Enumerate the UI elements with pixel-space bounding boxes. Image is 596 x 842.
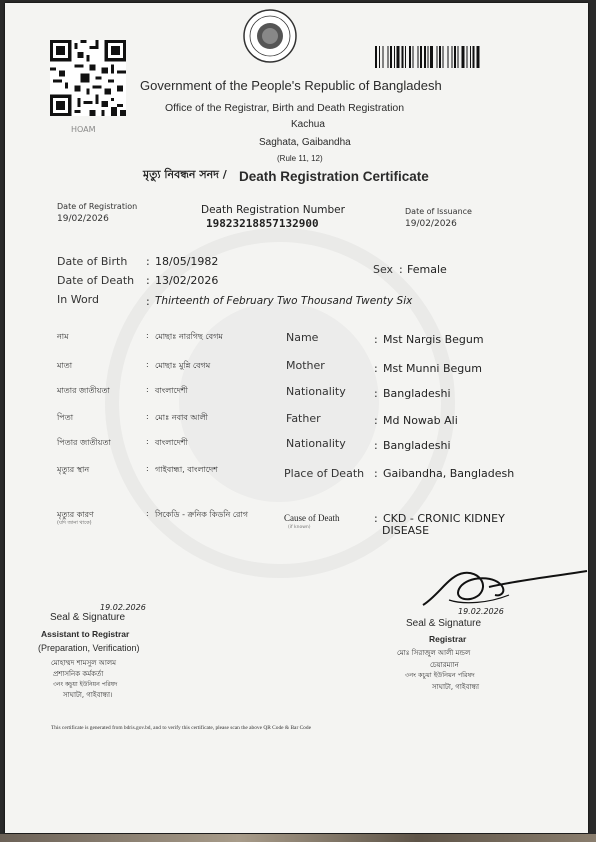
registrar-role: Registrar (429, 634, 467, 644)
barcode-icon[interactable] (375, 46, 513, 68)
sex-colon: : (399, 263, 403, 276)
bn-label: মাতার জাতীয়তা (57, 386, 110, 395)
issuance-date-label: Date of Issuance (405, 207, 472, 216)
assistant-location: সাঘাটা, গাইবান্ধা। (63, 691, 113, 699)
assistant-sign-date: 19.02.2026 (100, 603, 146, 612)
en-value: Bangladeshi (383, 439, 451, 452)
dod-label: Date of Death (57, 274, 135, 287)
dod-colon: : (146, 274, 150, 287)
in-word-value: Thirteenth of February Two Thousand Twenty Six (155, 295, 413, 307)
en-label: Nationality (286, 385, 346, 398)
dob-colon: : (146, 255, 150, 268)
cause-en-colon: : (374, 512, 378, 525)
assistant-role: Assistant to Registrar (41, 629, 130, 639)
desk-background (0, 834, 596, 842)
in-word-label: In Word (57, 293, 99, 306)
en-colon: : (374, 387, 378, 400)
assistant-role-sub: (Preparation, Verification) (38, 643, 140, 653)
registrar-sign-date: 19.02.2026 (458, 607, 504, 616)
in-word-colon: : (146, 295, 150, 308)
bn-colon: : (146, 360, 149, 369)
government-title: Government of the People's Republic of Bangladesh (140, 78, 442, 93)
registration-date-label: Date of Registration (57, 202, 138, 211)
en-colon: : (374, 333, 378, 346)
dob-value: 18/05/1982 (155, 255, 219, 268)
certificate-title: Death Registration Certificate (239, 169, 429, 184)
en-value: Md Nowab Ali (383, 414, 458, 427)
bn-colon: : (146, 412, 149, 421)
cause-value-line2: DISEASE (382, 524, 430, 537)
en-colon: : (374, 362, 378, 375)
bn-colon: : (146, 385, 149, 394)
registrar-location: সাঘাটা, গাইবান্ধা (432, 683, 480, 691)
registrar-designation: চেয়ারম্যান (430, 661, 459, 669)
registrar-office: ৩নং কচুয়া ইউনিয়ন পরিষদ (405, 671, 475, 679)
en-value: Mst Nargis Begum (383, 333, 484, 346)
registration-date: 19/02/2026 (57, 214, 109, 224)
cause-bn-value: সিকেডি - ক্রনিক কিডনি রোগ (155, 510, 249, 519)
en-colon: : (374, 414, 378, 427)
bn-label: পিতার জাতীয়তা (57, 438, 111, 447)
bn-value: গাইবান্ধা, বাংলাদেশ (155, 465, 218, 474)
sex-value: Female (407, 263, 447, 276)
rule-reference: (Rule 11, 12) (277, 154, 323, 163)
en-label: Nationality (286, 437, 346, 450)
title-bengali: মৃত্যু নিবন্ধন সনদ / (143, 168, 227, 181)
bn-colon: : (146, 464, 149, 473)
government-seal-icon (242, 8, 298, 64)
assistant-office: ৩নং কচুয়া ইউনিয়ন পরিষদ (53, 681, 118, 688)
qr-caption: HOAM (71, 125, 96, 134)
bn-label: পিতা (57, 413, 74, 422)
cause-bn-sublabel: (যদি জানা থাকে) (57, 520, 92, 526)
assistant-seal-label: Seal & Signature (50, 612, 126, 623)
union-name: Kachua (291, 119, 325, 130)
en-value: Mst Munni Begum (383, 362, 482, 375)
en-label: Place of Death (284, 467, 365, 480)
cause-en-label: Cause of Death (284, 513, 340, 523)
issuance-date: 19/02/2026 (405, 219, 457, 229)
footer-note: This certificate is generated from bdris.gov.bd, and to verify this certificate, please scan the above QR Code & Bar Code (51, 725, 311, 731)
registration-number: 19823218857132900 (206, 217, 319, 230)
bn-value: মোছাঃ নারগিছ বেগম (155, 332, 223, 341)
assistant-name: মোহাম্মদ শামসুল আলম (51, 659, 116, 667)
en-label: Mother (286, 359, 325, 372)
en-label: Name (286, 331, 319, 344)
dob-label: Date of Birth (57, 255, 128, 268)
sex-label: Sex (373, 263, 394, 276)
cause-bn-label: মৃত্যুর কারণ (57, 510, 94, 519)
en-value: Bangladeshi (383, 387, 451, 400)
cause-bn-colon: : (146, 509, 149, 518)
bn-value: মোঃ নবাব আলী (155, 413, 208, 422)
office-name: Office of the Registrar, Birth and Death Registration (165, 102, 405, 114)
bn-colon: : (146, 437, 149, 446)
en-colon: : (374, 439, 378, 452)
en-value: Gaibandha, Bangladesh (383, 467, 515, 480)
registration-number-label: Death Registration Number (201, 204, 345, 216)
registrar-seal-label: Seal & Signature (406, 618, 482, 629)
bn-value: বাংলাদেশী (155, 438, 188, 447)
qr-code-icon[interactable] (50, 40, 126, 116)
bn-label: মাতা (57, 361, 73, 370)
en-colon: : (374, 467, 378, 480)
bn-value: বাংলাদেশী (155, 386, 188, 395)
assistant-designation: প্রশাসনিক কর্মকর্তা (53, 670, 104, 678)
cause-en-sublabel: (if known) (288, 525, 311, 530)
dod-value: 13/02/2026 (155, 274, 219, 287)
cause-value-line1: CKD - CRONIC KIDNEY (383, 512, 505, 525)
bn-label: নাম (57, 332, 69, 341)
upazila-name: Saghata, Gaibandha (259, 137, 351, 148)
en-label: Father (286, 412, 321, 425)
bn-value: মোছাঃ মুন্নি বেগম (155, 361, 211, 370)
registrar-name: মোঃ সিরাজুল আলী মন্ডল (397, 649, 471, 657)
bn-label: মৃত্যুর স্থান (57, 465, 90, 474)
certificate-page (5, 3, 588, 833)
bn-colon: : (146, 331, 149, 340)
